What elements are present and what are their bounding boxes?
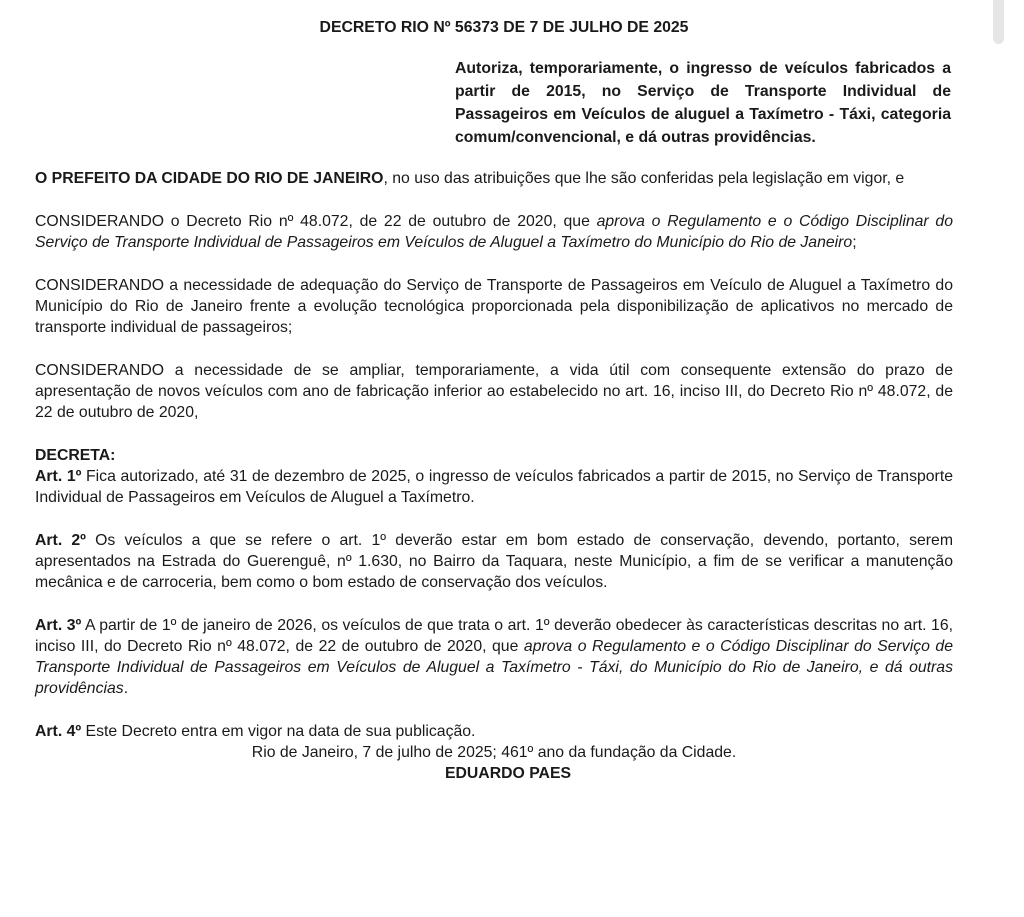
article-1-label: Art. 1º [35, 468, 82, 485]
decree-summary: Autoriza, temporariamente, o ingresso de veículos fabricados a partir de 2015, no Serviço de Transporte Individual de Passageiros em Veículos de aluguel a Taxímetro - Táxi, categoria comum/convencional, e dá outras providências. [455, 60, 951, 146]
article-4-label: Art. 4º [35, 723, 82, 740]
considerando-1-tail: ; [852, 234, 857, 251]
signatory-name: EDUARDO PAES [444, 765, 572, 782]
article-3 [35, 615, 953, 699]
article-2-text: Os veículos a que se refere o art. 1º deverão estar em bom estado de conservação, devendo, portanto, serem apresentados na Estrada do Guerenguê, nº 1.630, no Bairro da Taquara, neste Município, a fim de se verificar a manutenção mecânica e de carroceria, bem como o bom estado de conservação dos veículos. [35, 532, 953, 591]
article-3-tail: . [123, 680, 129, 697]
decreta-heading: DECRETA: [35, 447, 116, 464]
considerando-2 [35, 275, 953, 338]
article-1-text: Fica autorizado, até 31 de dezembro de 2025, o ingresso de veículos fabricados a partir de 2015, no Serviço de Transporte Individual de Passageiros em Veículos de Aluguel a Taxímetro. [35, 468, 953, 506]
preamble [35, 168, 953, 189]
article-3-label: Art. 3º [35, 617, 82, 634]
scrollbar-thumb[interactable] [993, 0, 1004, 44]
decree-document [35, 17, 953, 784]
preamble-authority: O PREFEITO DA CIDADE DO RIO DE JANEIRO [35, 170, 384, 187]
article-4 [35, 721, 953, 742]
considerando-2-lead: CONSIDERANDO a necessidade de adequação do Serviço de Transporte de Passageiros em Veículo de Aluguel a Taxímetro do Município do Rio de Janeiro frente a evolução tecnológica proporcionada pela disponibilização de aplicativos no mercado de transporte individual de passageiros; [35, 277, 953, 336]
considerando-3-lead: CONSIDERANDO a necessidade de se ampliar, temporariamente, a vida útil com consequente extensão do prazo de apresentação de novos veículos com ano de fabricação inferior ao estabelecido no art. 16, inciso III, do Decreto Rio nº 48.072, de 22 de outubro de 2020, [35, 362, 953, 421]
article-4-text: Este Decreto entra em vigor na data de sua publicação. [81, 723, 476, 740]
preamble-text: , no uso das atribuições que lhe são conferidas pela legislação em vigor, e [383, 170, 905, 187]
article-3-text: A partir de 1º de janeiro de 2026, os veículos de que trata o art. 1º deverão obedecer às características descritas no art. 16, inciso III, do Decreto Rio nº 48.072, de 22 de outubro de 2020, que [35, 617, 953, 655]
considerando-3 [35, 360, 953, 423]
article-1 [35, 466, 953, 508]
considerando-1-lead: CONSIDERANDO o Decreto Rio nº 48.072, de 22 de outubro de 2020, que [35, 213, 597, 230]
article-2-label: Art. 2º [35, 532, 86, 549]
article-2 [35, 530, 953, 593]
place-and-date: Rio de Janeiro, 7 de julho de 2025; 461º ano da fundação da Cidade. [251, 744, 737, 761]
considerando-1-italic: aprova o Regulamento e o Código Disciplinar do Serviço de Transporte Individual de Passageiros em Veículos de Aluguel a Taxímetro do Município do Rio de Janeiro [35, 213, 953, 251]
article-3-italic: aprova o Regulamento e o Código Disciplinar do Serviço de Transporte Individual de Passageiros em Veículos de Aluguel a Taxímetro - Táxi, do Município do Rio de Janeiro, e dá outras providências [35, 638, 953, 697]
decree-title: DECRETO RIO Nº 56373 DE 7 DE JULHO DE 2025 [319, 19, 689, 36]
considerando-1 [35, 211, 953, 253]
